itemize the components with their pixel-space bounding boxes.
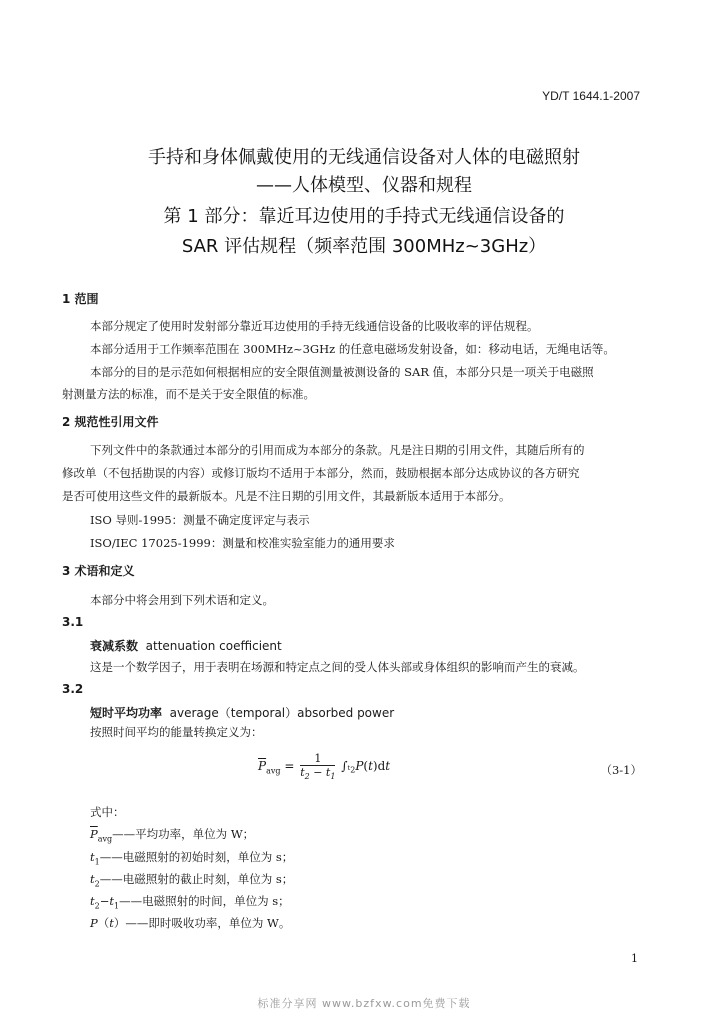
definition-3-1: 这是一个数学因子，用于表明在场源和特定点之间的受人体头部或身体组织的影响而产生的衰减。 — [90, 660, 585, 674]
variable-t1-description: ——电磁照射的初始时刻，单位为 s； — [99, 850, 294, 864]
term-3-1 — [90, 637, 282, 654]
clause-3-1-number: 3.1 — [62, 615, 84, 629]
section-2-paragraph-b: 修改单（不包括勘误的内容）或修订版均不适用于本部分，然而，鼓励根据本部分达成协议的各方研究 — [62, 466, 580, 480]
section-2-heading: 2 规范性引用文件 — [62, 415, 159, 429]
term-3-2 — [90, 704, 394, 721]
variable-t2-description: ——电磁照射的截止时刻，单位为 s； — [99, 872, 294, 886]
term-3-2-chinese: 短时平均功率 — [90, 706, 163, 720]
section-1-paragraph-3b: 射测量方法的标准，而不是关于安全限值的标准。 — [62, 387, 315, 401]
equation-number: （3-1） — [600, 763, 642, 777]
term-3-1-chinese: 衰减系数 — [90, 639, 139, 653]
section-3-intro: 本部分中将会用到下列术语和定义。 — [90, 593, 274, 607]
term-3-2-english: average（temporal）absorbed power — [169, 706, 395, 720]
definition-3-2: 按照时间平均的能量转换定义为： — [90, 725, 263, 739]
reference-iso-iec-17025: ISO/IEC 17025-1999：测量和校准实验室能力的通用要求 — [90, 536, 395, 550]
footer-watermark: 标准分享网 www.bzfxw.com免费下载 — [257, 997, 471, 1010]
variable-t2-minus-t1: $t_2-t_1——$电磁照射的时间，单位为 s； — [90, 894, 290, 911]
integral-symbol: $\int_{^{t_2}}$ — [341, 759, 356, 775]
title-line-1: 手持和身体佩戴使用的无线通信设备对人体的电磁照射 — [148, 147, 580, 168]
variable-t2-minus-t1-description: ——电磁照射的时间，单位为 s； — [119, 894, 290, 908]
section-1-paragraph-2: 本部分适用于工作频率范围在 300MHz~3GHz 的任意电磁场发射设备，如：移动电话，无绳电话等。 — [90, 342, 615, 356]
section-3-heading: 3 术语和定义 — [62, 564, 135, 578]
title-line-4: SAR 评估规程（频率范围 300MHz~3GHz） — [181, 236, 547, 257]
section-1-paragraph-1: 本部分规定了使用时发射部分靠近耳边使用的手持无线通信设备的比吸收率的评估规程。 — [90, 319, 539, 333]
standard-number: YD/T 1644.1-2007 — [542, 89, 640, 103]
variable-p-avg: $\overline{P}_{avg}——$平均功率，单位为 W； — [90, 827, 255, 844]
section-1-heading: 1 范围 — [62, 292, 99, 306]
term-3-1-english: attenuation coefficient — [145, 639, 282, 653]
page-number: 1 — [631, 952, 638, 965]
equation-3-1: $\overline{P}_{avg}$ = $\frac{1}{t_2 - t_1}$ $\int_{^{t_2}}P(t)dt$ — [258, 752, 391, 782]
reference-iso-guide: ISO 导则-1995：测量不确定度评定与表示 — [90, 513, 310, 527]
variable-t2: $t_2——$电磁照射的截止时刻，单位为 s； — [90, 872, 294, 889]
title-line-2: ——人体模型、仪器和规程 — [256, 175, 472, 196]
equation-denominator: $t_2 - t_1$ — [300, 766, 336, 782]
where-label: 式中： — [90, 805, 125, 819]
variable-p-t-description: ——即时吸收功率，单位为 W。 — [125, 916, 291, 930]
equation-numerator: 1 — [300, 752, 335, 766]
title-line-3: 第 1 部分：靠近耳边使用的手持式无线通信设备的 — [163, 206, 565, 227]
variable-p-avg-description: ——平均功率，单位为 W； — [112, 827, 255, 841]
equation-fraction — [300, 752, 335, 781]
clause-3-2-number: 3.2 — [62, 682, 84, 696]
section-1-paragraph-3a: 本部分的目的是示范如何根据相应的安全限值测量被测设备的 SAR 值，本部分只是一项关于电磁照 — [90, 365, 594, 379]
section-2-paragraph-c: 是否可使用这些文件的最新版本。凡是不注日期的引用文件，其最新版本适用于本部分。 — [62, 489, 511, 503]
variable-t1: $t_1——$电磁照射的初始时刻，单位为 s； — [90, 850, 294, 867]
section-2-paragraph-a: 下列文件中的条款通过本部分的引用而成为本部分的条款。凡是注日期的引用文件，其随后所有的 — [90, 443, 585, 457]
variable-p-t: P（t）——即时吸收功率，单位为 W。 — [90, 916, 291, 930]
